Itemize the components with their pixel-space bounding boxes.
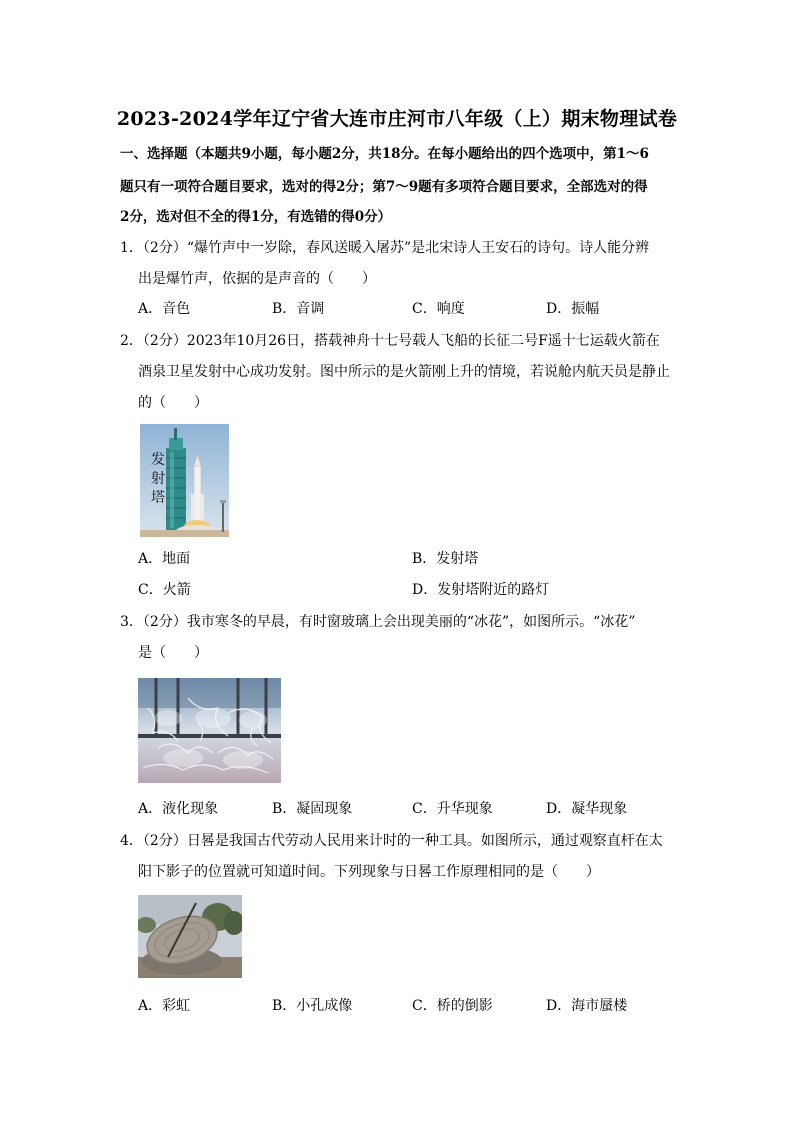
ice-flower-image xyxy=(138,678,281,783)
page-title: 2023-2024学年辽宁省大连市庄河市八年级（上）期末物理试卷 xyxy=(116,108,678,130)
question-4-option-c[interactable]: C．桥的倒影 xyxy=(412,998,493,1014)
rocket-launch-image xyxy=(140,424,229,537)
question-3-option-d[interactable]: D．凝华现象 xyxy=(546,801,628,817)
question-1-option-c[interactable]: C．响度 xyxy=(412,301,465,317)
question-3-line-1: 3．（2分）我市寒冬的早晨，有时窗玻璃上会出现美丽的“冰花”，如图所示。“冰花” xyxy=(120,614,636,630)
question-3-line-2: 是（ ） xyxy=(138,645,208,661)
question-1-line-2: 出是爆竹声，依据的是声音的（ ） xyxy=(138,271,376,287)
label-char-3: 塔 xyxy=(151,490,165,506)
question-1-option-a[interactable]: A．音色 xyxy=(138,301,191,317)
question-1-line-1: 1．（2分）“爆竹声中一岁除，春风送暖入屠苏”是北宋诗人王安石的诗句。诗人能分辨 xyxy=(120,240,650,256)
question-2-line-2: 酒泉卫星发射中心成功发射。图中所示的是火箭刚上升的情境，若说舱内航天员是静止 xyxy=(138,364,670,380)
question-2-option-c[interactable]: C．火箭 xyxy=(138,582,191,598)
question-4-line-1: 4．（2分）日晷是我国古代劳动人民用来计时的一种工具。如图所示，通过观察直杆在太 xyxy=(120,833,663,849)
question-2-line-1: 2．（2分）2023年10月26日，搭载神舟十七号载人飞船的长征二号F遥十七运载火箭在 xyxy=(120,333,660,349)
label-char-2: 射 xyxy=(151,471,165,487)
question-3-option-a[interactable]: A．液化现象 xyxy=(138,801,219,817)
question-4-line-2: 阳下影子的位置就可知道时间。下列现象与日晷工作原理相同的是（ ） xyxy=(138,864,600,880)
question-4-option-a[interactable]: A．彩虹 xyxy=(138,998,191,1014)
launch-tower-label xyxy=(149,451,167,508)
section-heading-line-1: 一、选择题（本题共9小题，每小题2分，共18分。在每小题给出的四个选项中，第1～6 xyxy=(120,146,649,162)
label-char-1: 发 xyxy=(151,452,165,468)
question-2-option-a[interactable]: A．地面 xyxy=(138,551,191,567)
sundial-image xyxy=(138,895,242,978)
question-4-option-b[interactable]: B．小孔成像 xyxy=(272,998,353,1014)
question-3-option-b[interactable]: B．凝固现象 xyxy=(272,801,353,817)
question-1-option-d[interactable]: D．振幅 xyxy=(546,301,600,317)
section-heading-line-2: 题只有一项符合题目要求，选对的得2分；第7～9题有多项符合题目要求，全部选对的得 xyxy=(120,179,648,195)
question-3-option-c[interactable]: C．升华现象 xyxy=(412,801,493,817)
question-1-option-b[interactable]: B．音调 xyxy=(272,301,325,317)
question-2-option-b[interactable]: B．发射塔 xyxy=(412,551,479,567)
question-2-option-d[interactable]: D．发射塔附近的路灯 xyxy=(412,582,550,598)
question-4-option-d[interactable]: D．海市蜃楼 xyxy=(546,998,628,1014)
question-2-line-3: 的（ ） xyxy=(138,395,208,411)
section-heading-line-3: 2分，选对但不全的得1分，有选错的得0分） xyxy=(120,209,392,225)
